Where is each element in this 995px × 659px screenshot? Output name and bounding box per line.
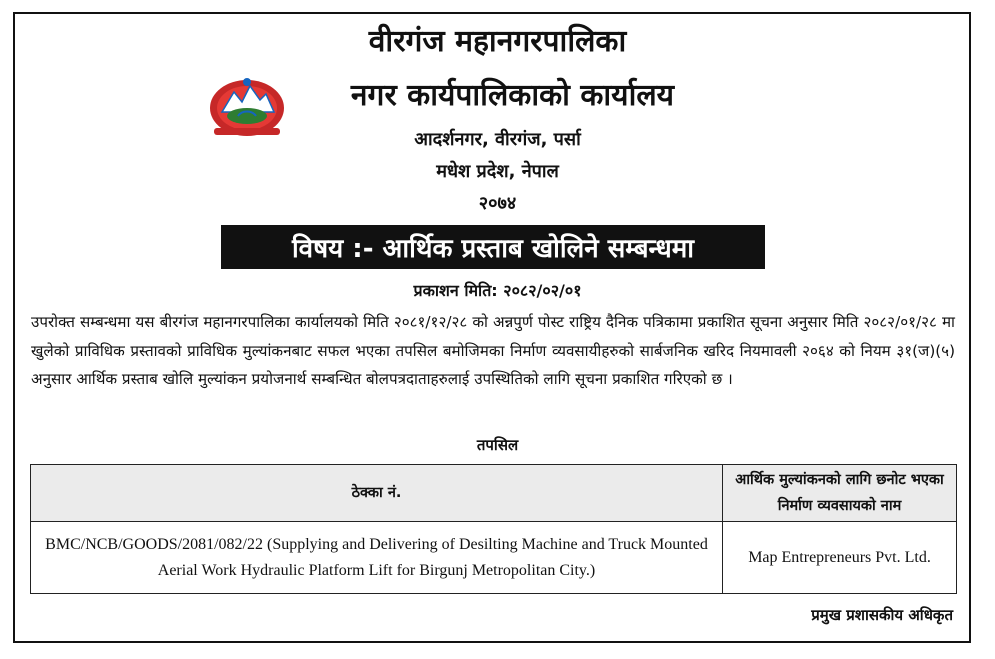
office-name: नगर कार्यपालिकाको कार्यालय xyxy=(350,78,675,113)
address-line: आदर्शनगर, वीरगंज, पर्सा xyxy=(414,129,581,150)
table-row xyxy=(31,522,957,594)
org-name: वीरगंज महानगरपालिका xyxy=(368,24,627,59)
year-label: २०७४ xyxy=(478,193,517,214)
subject-banner xyxy=(221,225,765,269)
header-contract-no: ठेक्का नं. xyxy=(31,465,723,522)
bidder-cell: Map Entrepreneurs Pvt. Ltd. xyxy=(723,522,957,594)
signatory: प्रमुख प्रशासकीय अधिकृत xyxy=(811,606,953,624)
table-caption: तपसिल xyxy=(476,436,519,454)
province-line: मधेश प्रदेश, नेपाल xyxy=(436,161,559,182)
bidder-table xyxy=(30,464,957,594)
notice-body: उपरोक्त सम्बन्धमा यस बीरगंज महानगरपालिका कार्यालयको मिति २०८१/१२/२८ को अन्नपुर्ण पोस्ट राष्ट्रिय दैनिक पत्रिकामा प्रकाशित सूचना अनुसार मिति २०८२/०१/२८ मा खुलेको प्राविधिक प्रस्तावको प्राविधिक मुल्यांकनबाट सफल भएका तपसिल बमोजिमका निर्माण व्यवसायीहरुको सार्बजनिक खरिद नियमावली २०६४ को नियम ३१(ज)(५) अनुसार आर्थिक प्रस्ताब खोलि मुल्यांकन प्रयोजनार्थ सम्बन्धित बोलपत्रदाताहरुलाई उपस्थितिको लागि सूचना प्रकाशित गरिएको छ । xyxy=(31,313,955,388)
table-header-row xyxy=(31,465,957,522)
contract-cell: BMC/NCB/GOODS/2081/082/22 (Supplying and Delivering of Desilting Machine and Truck Mounted Aerial Work Hydraulic Platform Lift for Birgunj Metropolitan City.) xyxy=(31,522,723,594)
header-bidder-name: आर्थिक मुल्यांकनको लागि छनोट भएका निर्माण व्यवसायको नाम xyxy=(723,465,957,522)
subject-text: विषय :- आर्थिक प्रस्ताब खोलिने सम्बन्धमा xyxy=(291,234,695,264)
publication-date: प्रकाशन मिति: २०८२/०२/०१ xyxy=(413,281,582,300)
